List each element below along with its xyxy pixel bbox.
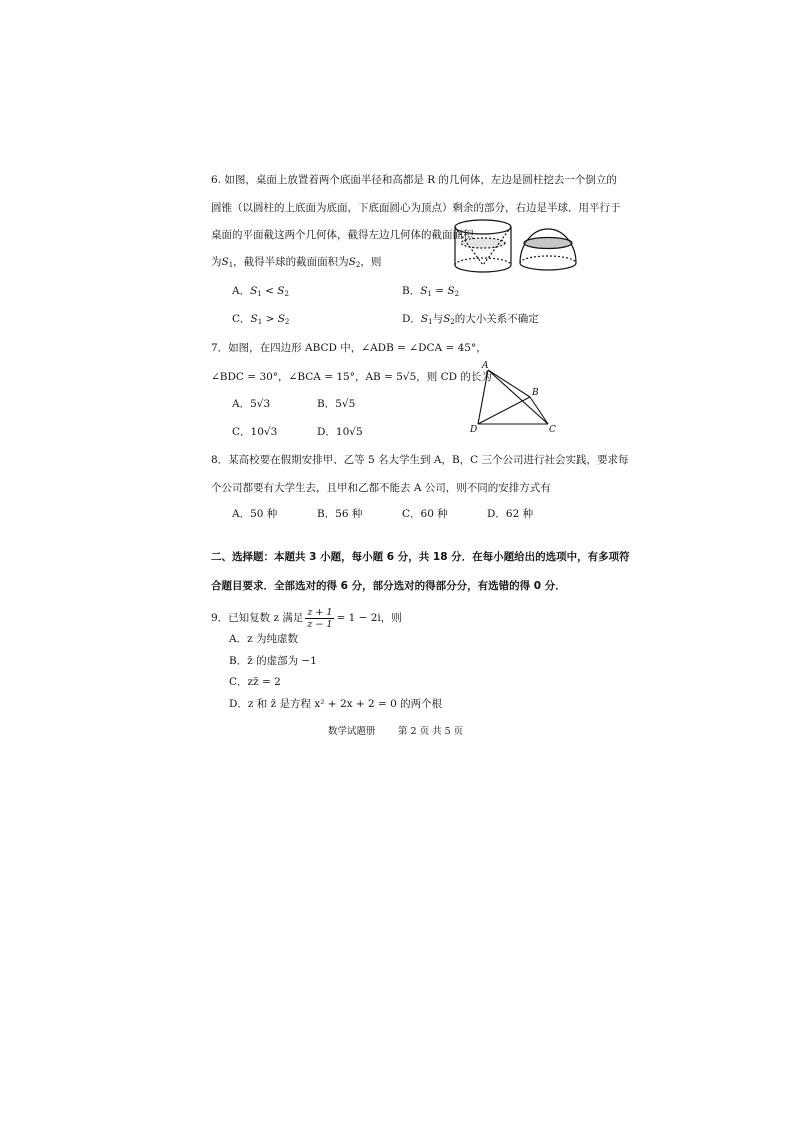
- q7-option-b-value: 5√5: [335, 398, 356, 410]
- section-2-heading-line-2: 合题目要求．全部选对的得 6 分，部分选对的得部分分，有选错的得 0 分．: [211, 580, 566, 592]
- q8-stem-line-1: 8．某高校要在假期安排甲、乙等 5 名大学生到 A，B，C 三个公司进行社会实践，要求每: [211, 454, 629, 466]
- q9-option-d-label: D．: [229, 698, 248, 710]
- q9-stem-post: = 1 − 2i，则: [336, 612, 402, 624]
- q6-s2: S: [348, 256, 356, 268]
- q6-option-d-text-a: 与: [432, 313, 444, 325]
- q6-stem-line-4: [211, 255, 381, 272]
- q8-option-d-value: 62 种: [505, 508, 534, 520]
- q8-option-c-label: C．: [402, 508, 421, 520]
- q7-segment-bd: [478, 397, 530, 424]
- q8-option-b-label: B．: [317, 508, 336, 520]
- q9-option-b-label: B．: [229, 655, 248, 667]
- q6-option-d-label: D．: [402, 313, 421, 325]
- q6-option-d-s2-sub: 2: [450, 318, 455, 326]
- q8-option-c: [402, 507, 448, 521]
- q7-option-c-label: C．: [232, 426, 251, 438]
- section-2-heading-line-1: 二、选择题：本题共 3 小题，每小题 6 分，共 18 分．在每小题给出的选项中，有多项符: [211, 551, 630, 563]
- q7-stem-line-1: 7．如图，在四边形 ABCD 中，∠ADB = ∠DCA = 45°，: [211, 342, 487, 354]
- q6-option-a-label: A．: [232, 285, 251, 297]
- q9-option-b-value: z̄ 的虚部为 −1: [247, 655, 317, 667]
- q9-stem-pre: 9．已知复数 z 满足: [211, 612, 304, 624]
- q6-option-a-s1-sub: 1: [257, 290, 262, 298]
- q7-option-c-value: 10√3: [250, 426, 278, 438]
- q8-option-a-value: 50 种: [250, 508, 278, 520]
- q6-option-b-label: B．: [402, 285, 421, 297]
- q9-option-d-value: z 和 z̄ 是方程 x² + 2x + 2 = 0 的两个根: [247, 698, 443, 710]
- q8-option-d: [487, 507, 533, 521]
- q6-option-d-s1-sub: 1: [428, 318, 433, 326]
- q6-option-d-text-b: 的大小关系不确定: [454, 313, 539, 325]
- q7-segment-ad: [478, 370, 488, 424]
- q6-hemisphere-figure: [520, 229, 576, 270]
- q6-s2-sub: 2: [355, 261, 361, 269]
- q6-option-a: [232, 284, 289, 301]
- q8-option-c-value: 60 种: [420, 508, 448, 520]
- q6-option-c-relation: >: [265, 313, 275, 325]
- q8-option-b-value: 56 种: [335, 508, 363, 520]
- q6-s1-sub: 1: [228, 261, 234, 269]
- q9-fraction-denominator: z − 1: [307, 618, 333, 630]
- q7-stem-line-2: ∠BDC = 30°，∠BCA = 15°，AB = 5√5，则 CD 的长为: [211, 371, 492, 383]
- q7-quadrilateral-figure: [470, 360, 560, 435]
- q6-line4-post: ，则: [360, 256, 382, 268]
- q8-stem-line-2: 个公司都要有大学生去，且甲和乙都不能去 A 公司，则不同的安排方式有: [211, 482, 551, 494]
- q7-option-b: [317, 397, 355, 411]
- q9-option-d: [229, 697, 442, 711]
- q7-point-d-label: D: [470, 425, 478, 435]
- q7-segment-ac: [488, 370, 548, 424]
- q7-point-b-label: B: [532, 388, 539, 398]
- q9-option-b: [229, 654, 317, 668]
- q7-point-c-label: C: [549, 425, 556, 435]
- q6-option-c-s2: S: [277, 313, 285, 325]
- q6-option-c-s1: S: [250, 313, 258, 325]
- q6-line4-mid: ，截得半球的截面面积为: [233, 256, 349, 268]
- q6-option-a-relation: <: [265, 285, 274, 297]
- q6-option-a-s2-sub: 2: [284, 290, 289, 298]
- q6-option-a-s2: S: [277, 285, 285, 297]
- q7-option-a: [232, 397, 270, 411]
- q7-option-b-label: B．: [317, 398, 336, 410]
- q9-stem: [211, 606, 402, 630]
- q7-option-c: [232, 425, 277, 439]
- q6-option-d-s2: S: [443, 313, 451, 325]
- q6-line4-pre: 为: [211, 256, 222, 268]
- q6-option-b-relation: =: [435, 285, 445, 297]
- q7-option-d-value: 10√5: [335, 426, 363, 438]
- q6-cylinder-figure: [455, 220, 511, 272]
- q7-segment-ab: [488, 370, 530, 397]
- q6-option-b: [402, 284, 459, 301]
- q6-option-d-s1: S: [420, 313, 429, 325]
- footer-page-number: 第 2 页 共 5 页: [398, 726, 464, 737]
- q6-option-c-label: C．: [232, 313, 251, 325]
- q8-option-b: [317, 507, 362, 521]
- q7-option-d-label: D．: [317, 426, 336, 438]
- q6-option-a-s1: S: [250, 285, 258, 297]
- q6-option-c-s2-sub: 2: [284, 318, 290, 326]
- footer-subject: 数学试题册: [328, 726, 376, 737]
- q6-option-b-s2-sub: 2: [454, 290, 460, 298]
- q6-stem-line-1: 6. 如图，桌面上放置着两个底面半径和高都是 R 的几何体，左边是圆柱挖去一个倒立的: [211, 174, 617, 186]
- q6-option-c-s1-sub: 1: [257, 318, 263, 326]
- q6-stem-line-3: 桌面的平面截这两个几何体，截得左边几何体的截面面积: [211, 229, 474, 241]
- q6-figure: [450, 215, 580, 277]
- q9-fraction-numerator: z + 1: [307, 606, 333, 618]
- q6-option-b-s1-sub: 1: [427, 290, 432, 298]
- q9-option-c-label: C．: [229, 676, 248, 688]
- q9-fraction: [305, 607, 334, 630]
- q8-option-a: [232, 507, 277, 521]
- q8-option-d-label: D．: [487, 508, 506, 520]
- q6-option-c: [232, 312, 289, 329]
- q9-option-c: [229, 675, 281, 689]
- q9-option-a: [229, 632, 298, 646]
- q6-option-b-s1: S: [420, 285, 428, 297]
- q9-option-a-value: z 为纯虚数: [247, 633, 298, 645]
- q7-option-d: [317, 425, 363, 439]
- q9-option-c-value: zz̄ = 2: [247, 676, 281, 688]
- q6-stem-line-2: 圆锥（以圆柱的上底面为底面，下底面圆心为顶点）剩余的部分，右边是半球．用平行于: [211, 202, 621, 214]
- q6-s1: S: [221, 256, 229, 268]
- q7-option-a-value: 5√3: [250, 398, 271, 410]
- q8-option-a-label: A．: [232, 508, 251, 520]
- q6-option-b-s2: S: [447, 285, 455, 297]
- q9-option-a-label: A．: [229, 633, 248, 645]
- q6-option-d: [402, 312, 539, 329]
- q7-option-a-label: A．: [232, 398, 251, 410]
- q7-point-a-label: A: [482, 361, 489, 371]
